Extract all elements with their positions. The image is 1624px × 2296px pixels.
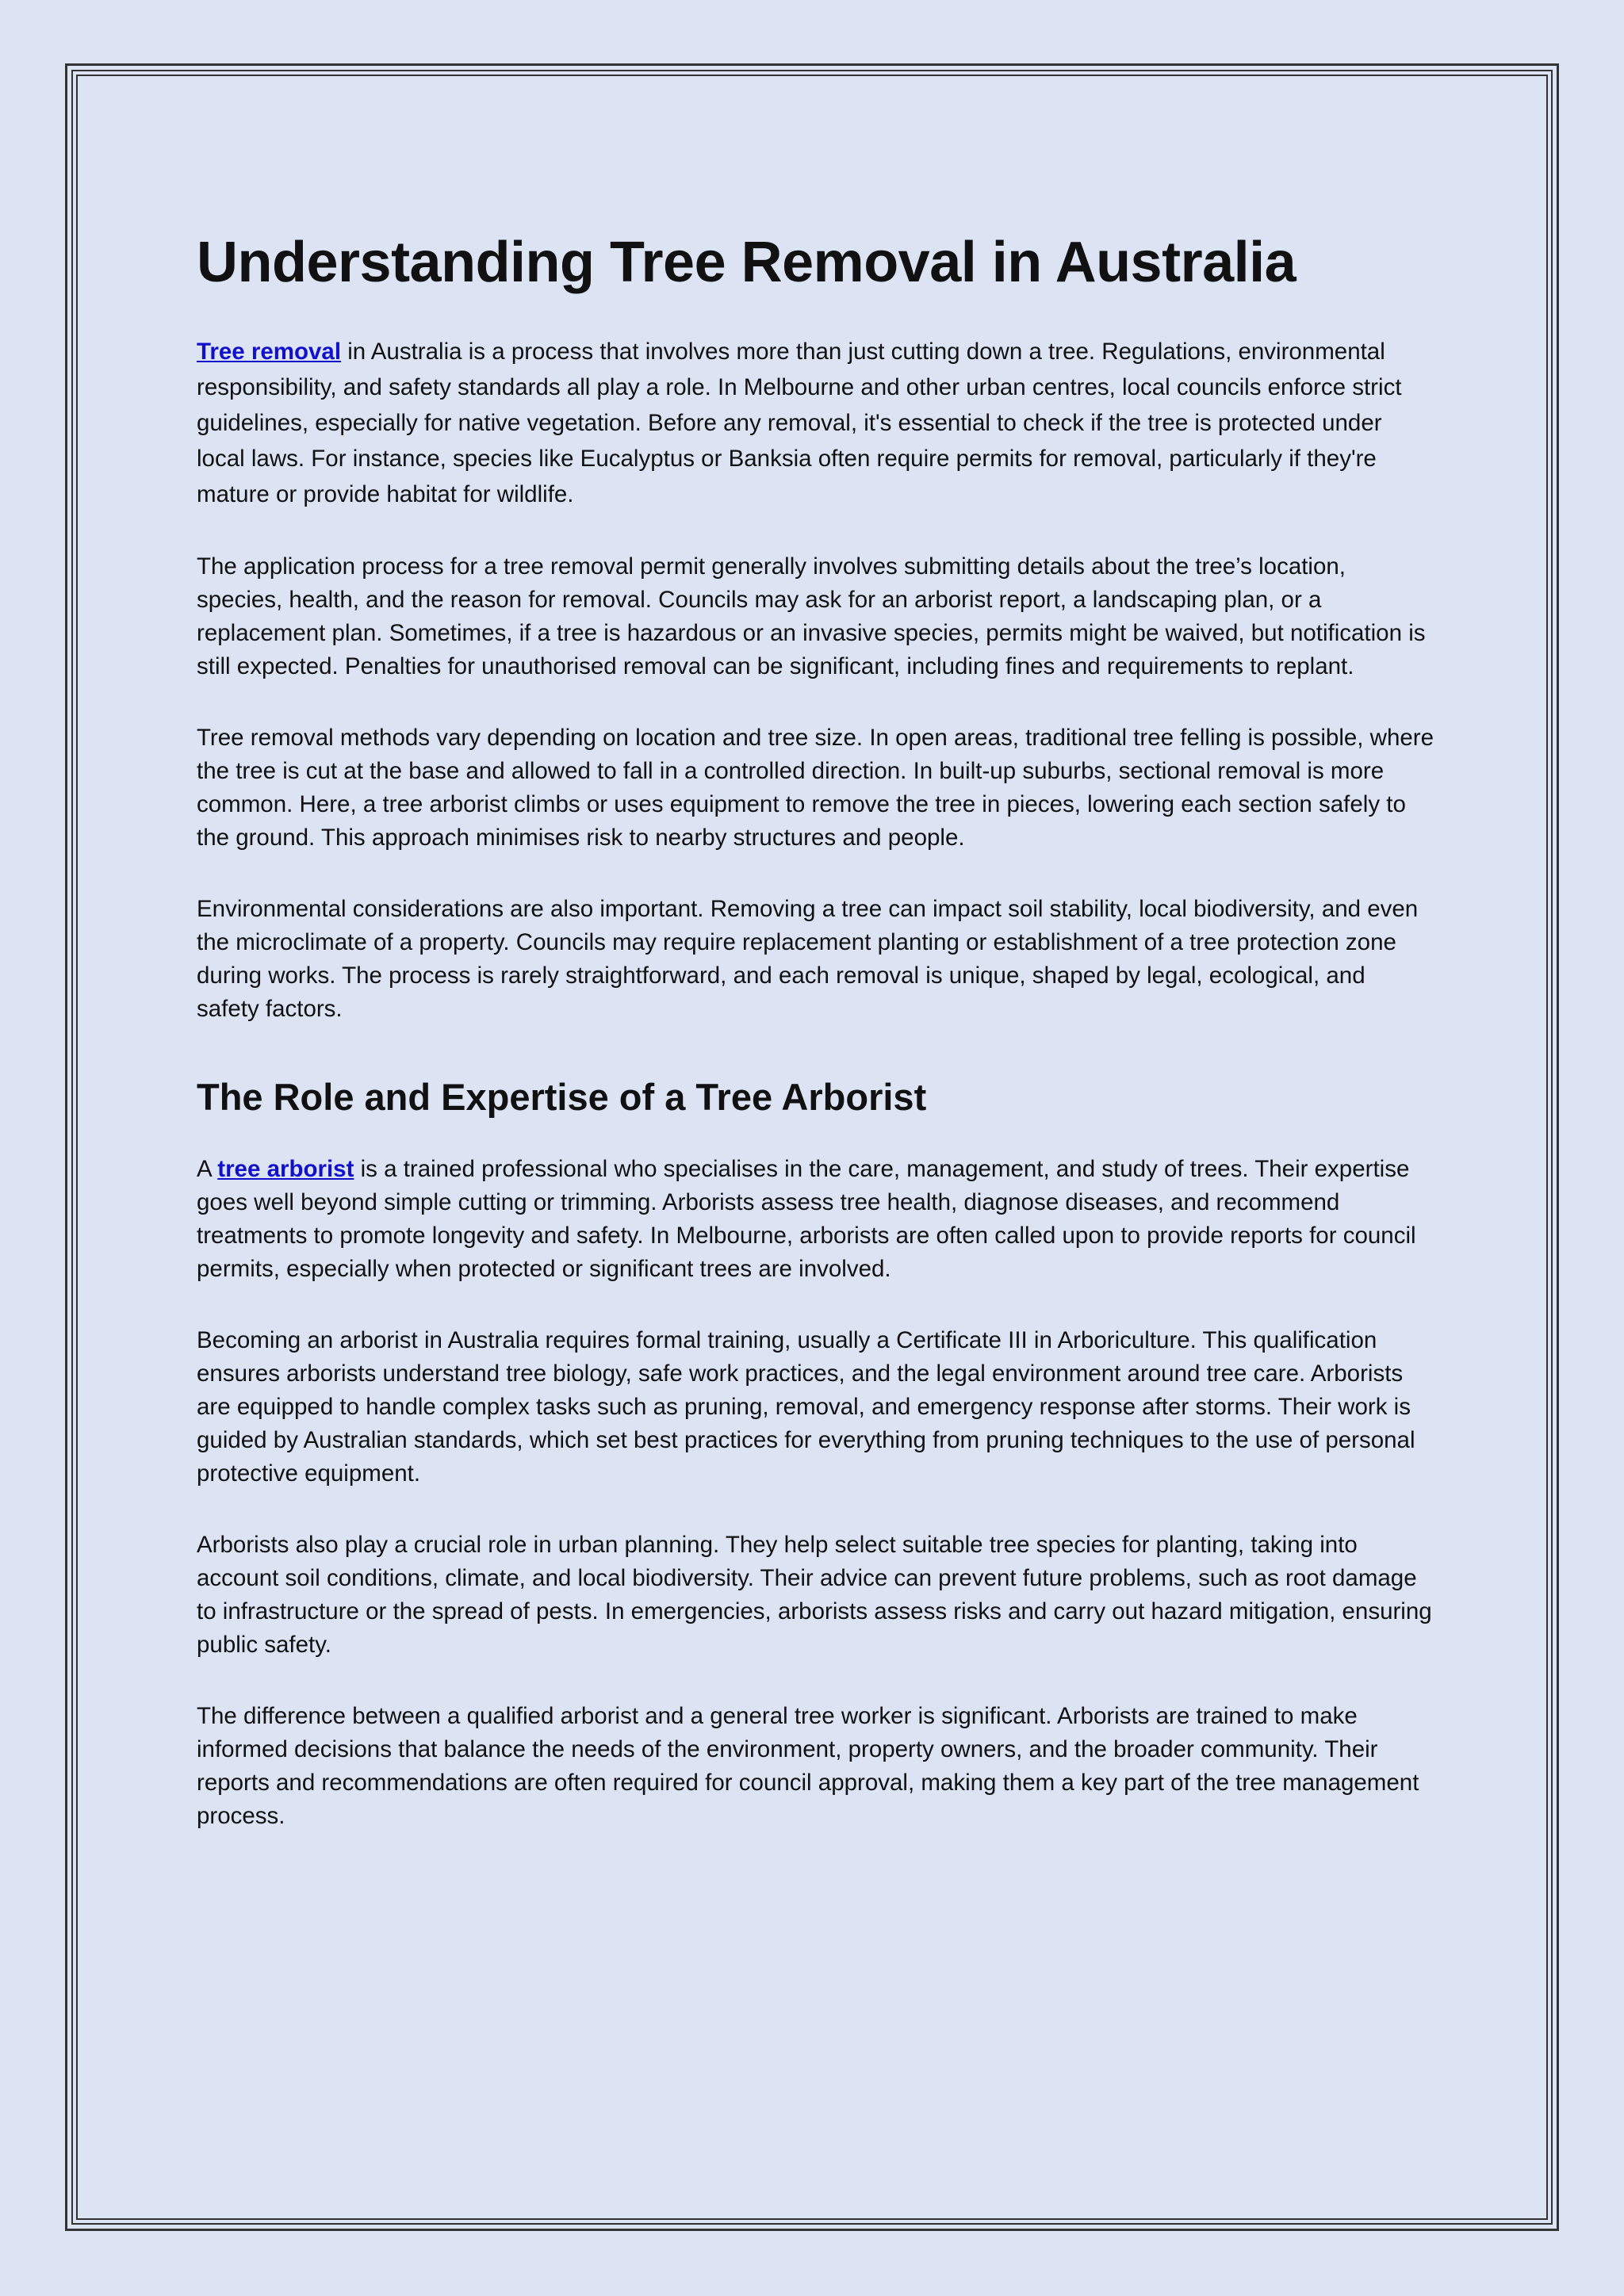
- tree-removal-link[interactable]: Tree removal: [197, 338, 342, 365]
- paragraph-permit-process: The application process for a tree removal permit generally involves submitting details about the tree’s location, species, health, and the reason for removal. Councils may ask for an arborist report, a landscaping plan, or a replacement plan. Sometimes, if a tree is hazardous or an invasive species, permits might be waived, but notification is still expected. Penalties for unauthorised removal can be significant, including fines and requirements to replant.: [197, 553, 1426, 679]
- paragraph-urban-planning: Arborists also play a crucial role in urban planning. They help select suitable tree species for planting, taking into account soil conditions, climate, and local biodiversity. Their advice can prevent future problems, such as root damage to infrastructure or the spread of pests. In emergencies, arborists assess risks and carry out hazard mitigation, ensuring public safety.: [197, 1532, 1432, 1659]
- article-title: Understanding Tree Removal in Australia: [197, 231, 1297, 294]
- paragraph-arborist-training: Becoming an arborist in Australia requires formal training, usually a Certificate III in Arboriculture. This qualification ensures arborists understand tree biology, safe work practices, and the legal environment around tree care. Arborists are equipped to handle complex tasks such as pruning, removal, and emergency response after storms. Their work is guided by Australian standards, which set best practices for everything from pruning techniques to the use of personal protective equipment.: [197, 1327, 1415, 1487]
- tree-arborist-link[interactable]: tree arborist: [217, 1156, 354, 1183]
- article-content: [197, 230, 1434, 1871]
- paragraph-arborist-intro: [197, 1153, 1434, 1286]
- paragraph-tree-removal-intro: [197, 334, 1434, 512]
- paragraph-environmental: Environmental considerations are also important. Removing a tree can impact soil stability, local biodiversity, and even the microclimate of a property. Councils may require replacement planting or establishment of a tree protection zone during works. The process is rarely straightforward, and each removal is unique, shaped by legal, ecological, and safety factors.: [197, 895, 1419, 1022]
- paragraph-removal-methods: Tree removal methods vary depending on location and tree size. In open areas, traditional tree felling is possible, where the tree is cut at the base and allowed to fall in a controlled direction. In built-up suburbs, sectional removal is more common. Here, a tree arborist climbs or uses equipment to remove the tree in pieces, lowering each section safely to the ground. This approach minimises risk to nearby structures and people.: [197, 724, 1434, 851]
- paragraph-text: is a trained professional who specialises in the care, management, and study of trees. Their expertise goes well beyond simple cutting or trimming. Arborists assess tree health, diagnose diseases, and recommend treatments to promote longevity and safety. In Melbourne, arborists are often called upon to provide reports for council permits, especially when protected or significant trees are involved.: [197, 1156, 1416, 1283]
- paragraph-text: in Australia is a process that involves more than just cutting down a tree. Regulations, environmental responsibility, and safety standards all play a role. In Melbourne and other urban centres, local councils enforce strict guidelines, especially for native vegetation. Before any removal, it's essential to check if the tree is protected under local laws. For instance, species like Eucalyptus or Banksia often require permits for removal, particularly if they're mature or provide habitat for wildlife.: [197, 338, 1402, 507]
- paragraph-prefix: A: [197, 1156, 218, 1183]
- section-heading-arborist: The Role and Expertise of a Tree Arborist: [197, 1075, 927, 1118]
- paragraph-arborist-difference: The difference between a qualified arborist and a general tree worker is significant. Arborists are trained to make informed decisions that balance the needs of the environment, property owners, and the broader community. Their reports and recommendations are often required for council approval, making them a key part of the tree management process.: [197, 1703, 1419, 1830]
